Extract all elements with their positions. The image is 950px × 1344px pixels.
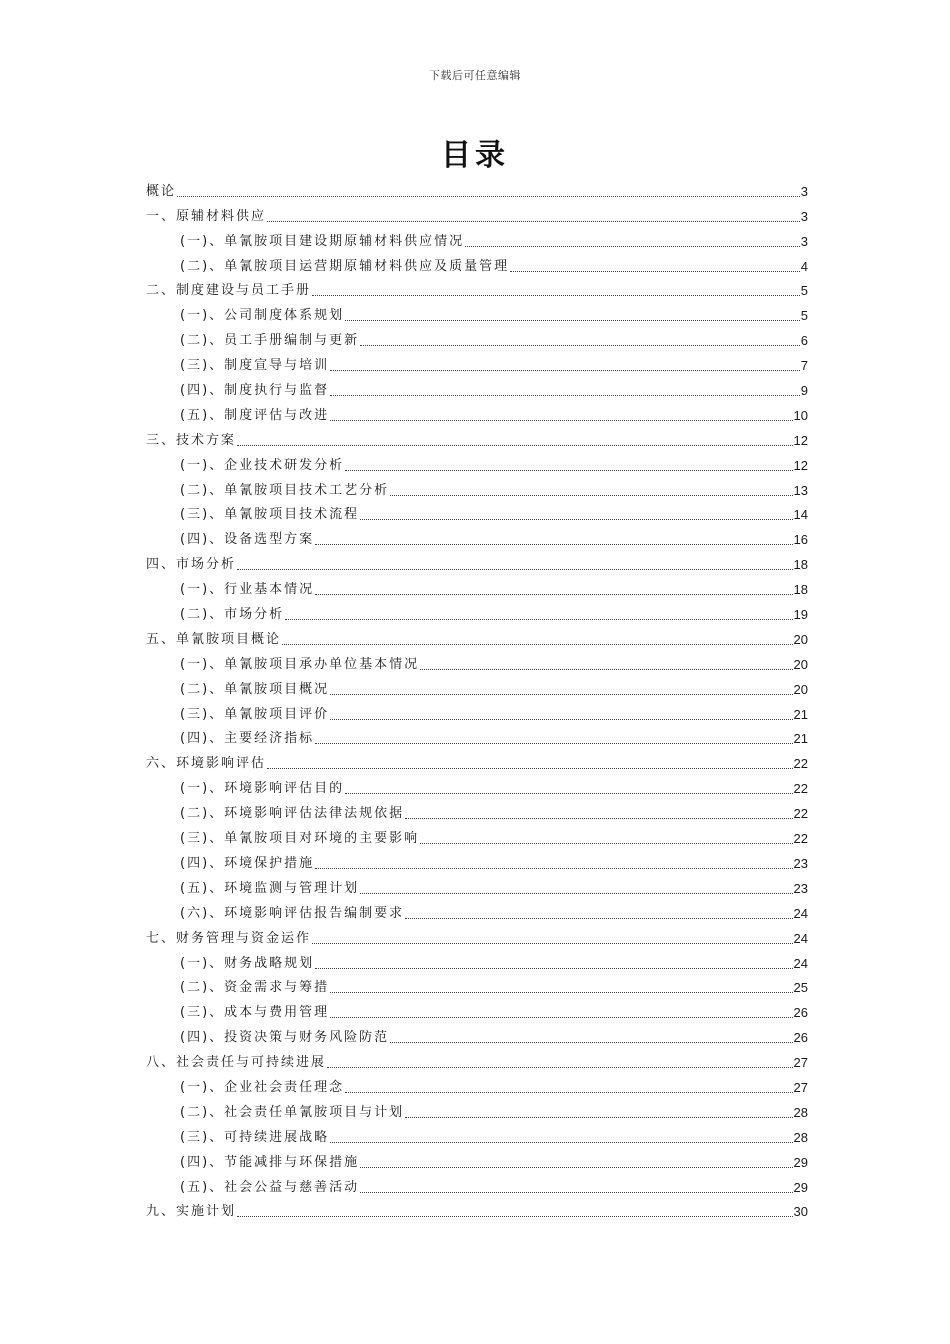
toc-entry-label: 四、市场分析 xyxy=(146,557,237,573)
toc-dot-leader xyxy=(315,594,792,595)
toc-entry[interactable] xyxy=(146,898,808,923)
toc-entry[interactable] xyxy=(146,674,808,699)
toc-dot-leader xyxy=(360,1192,792,1193)
toc-entry[interactable] xyxy=(146,923,808,948)
toc-dot-leader xyxy=(237,1216,793,1217)
toc-entry-page-number: 21 xyxy=(793,731,808,747)
toc-entry-page-number: 28 xyxy=(793,1129,808,1145)
toc-entry-page-number: 12 xyxy=(793,457,808,473)
toc-entry-page-number: 18 xyxy=(793,557,808,573)
toc-dot-leader xyxy=(315,968,792,969)
toc-entry-page-number: 4 xyxy=(800,258,808,274)
toc-entry[interactable] xyxy=(146,748,808,773)
toc-entry-page-number: 29 xyxy=(793,1154,808,1170)
toc-entry-page-number: 26 xyxy=(793,1030,808,1046)
toc-dot-leader xyxy=(312,943,793,944)
toc-entry-label: (四)、投资决策与财务风险防范 xyxy=(180,1030,390,1046)
toc-dot-leader xyxy=(345,1092,792,1093)
toc-entry[interactable] xyxy=(146,251,808,276)
toc-entry-label: (一)、公司制度体系规划 xyxy=(180,308,345,324)
toc-entry[interactable] xyxy=(146,699,808,724)
toc-dot-leader xyxy=(345,793,792,794)
toc-entry[interactable] xyxy=(146,599,808,624)
toc-entry-label: (五)、制度评估与改进 xyxy=(180,407,330,423)
toc-entry-label: (四)、制度执行与监督 xyxy=(180,383,330,399)
toc-dot-leader xyxy=(177,196,800,197)
toc-dot-leader xyxy=(390,495,792,496)
toc-entry[interactable] xyxy=(146,574,808,599)
toc-entry-label: 五、单氰胺项目概论 xyxy=(146,631,282,647)
toc-entry[interactable] xyxy=(146,848,808,873)
toc-entry-label: (二)、单氰胺项目技术工艺分析 xyxy=(180,482,390,498)
toc-entry-label: (二)、单氰胺项目运营期原辅材料供应及质量管理 xyxy=(180,258,510,274)
toc-entry[interactable] xyxy=(146,176,808,201)
toc-entry-label: (一)、行业基本情况 xyxy=(180,582,315,598)
toc-entry-page-number: 27 xyxy=(793,1079,808,1095)
toc-dot-leader xyxy=(345,320,800,321)
toc-entry-label: (三)、制度宣导与培训 xyxy=(180,358,330,374)
toc-entry-label: (三)、单氰胺项目评价 xyxy=(180,706,330,722)
toc-entry-label: (五)、社会公益与慈善活动 xyxy=(180,1179,360,1195)
toc-entry[interactable] xyxy=(146,823,808,848)
toc-entry[interactable] xyxy=(146,400,808,425)
toc-entry-label: (二)、资金需求与筹措 xyxy=(180,980,330,996)
toc-entry-page-number: 5 xyxy=(800,308,808,324)
toc-dot-leader xyxy=(327,1067,793,1068)
toc-dot-leader xyxy=(330,1142,792,1143)
toc-entry-label: 七、财务管理与资金运作 xyxy=(146,930,312,946)
toc-entry[interactable] xyxy=(146,276,808,301)
toc-entry[interactable] xyxy=(146,1047,808,1072)
toc-entry[interactable] xyxy=(146,325,808,350)
toc-entry-page-number: 25 xyxy=(793,980,808,996)
toc-entry-label: 三、技术方案 xyxy=(146,432,237,448)
toc-entry-page-number: 24 xyxy=(793,905,808,921)
toc-dot-leader xyxy=(420,843,792,844)
toc-entry-page-number: 22 xyxy=(793,756,808,772)
toc-dot-leader xyxy=(465,246,800,247)
toc-dot-leader xyxy=(315,743,792,744)
toc-entry[interactable] xyxy=(146,450,808,475)
toc-dot-leader xyxy=(267,221,800,222)
toc-entry[interactable] xyxy=(146,973,808,998)
toc-dot-leader xyxy=(282,644,793,645)
toc-dot-leader xyxy=(330,395,800,396)
toc-dot-leader xyxy=(312,295,800,296)
toc-entry-page-number: 20 xyxy=(793,681,808,697)
toc-entry-page-number: 3 xyxy=(800,183,808,199)
toc-entry-label: (一)、单氰胺项目承办单位基本情况 xyxy=(180,656,420,672)
toc-entry-page-number: 24 xyxy=(793,955,808,971)
toc-entry-label: (四)、环境保护措施 xyxy=(180,855,315,871)
toc-entry-label: (二)、员工手册编制与更新 xyxy=(180,333,360,349)
toc-dot-leader xyxy=(330,719,792,720)
toc-entry[interactable] xyxy=(146,649,808,674)
toc-entry-page-number: 23 xyxy=(793,855,808,871)
toc-dot-leader xyxy=(405,918,792,919)
toc-entry-label: (一)、财务战略规划 xyxy=(180,955,315,971)
toc-entry[interactable] xyxy=(146,873,808,898)
toc-entry-page-number: 24 xyxy=(793,930,808,946)
toc-dot-leader xyxy=(360,345,800,346)
toc-entry[interactable] xyxy=(146,201,808,226)
toc-entry-label: (三)、可持续进展战略 xyxy=(180,1129,330,1145)
toc-entry-page-number: 13 xyxy=(793,482,808,498)
toc-dot-leader xyxy=(360,893,792,894)
toc-entry-label: 九、实施计划 xyxy=(146,1204,237,1220)
toc-entry-page-number: 7 xyxy=(800,358,808,374)
table-of-contents xyxy=(146,176,808,1221)
toc-entry-page-number: 30 xyxy=(793,1204,808,1220)
toc-entry-page-number: 28 xyxy=(793,1104,808,1120)
toc-entry-label: (四)、设备选型方案 xyxy=(180,532,315,548)
toc-entry-page-number: 12 xyxy=(793,432,808,448)
toc-dot-leader xyxy=(330,694,792,695)
toc-entry-page-number: 27 xyxy=(793,1055,808,1071)
toc-dot-leader xyxy=(405,818,792,819)
toc-dot-leader xyxy=(267,768,793,769)
toc-entry-label: (三)、单氰胺项目技术流程 xyxy=(180,507,360,523)
toc-dot-leader xyxy=(360,1167,792,1168)
toc-entry-label: (二)、社会责任单氰胺项目与计划 xyxy=(180,1104,405,1120)
toc-dot-leader xyxy=(345,470,792,471)
toc-entry-label: (六)、环境影响评估报告编制要求 xyxy=(180,905,405,921)
toc-dot-leader xyxy=(405,1117,792,1118)
toc-entry-page-number: 26 xyxy=(793,1005,808,1021)
toc-entry[interactable] xyxy=(146,375,808,400)
toc-entry[interactable] xyxy=(146,549,808,574)
toc-entry-label: (三)、成本与费用管理 xyxy=(180,1005,330,1021)
toc-entry[interactable] xyxy=(146,948,808,973)
toc-entry-label: 概论 xyxy=(146,183,177,199)
toc-entry-label: (二)、市场分析 xyxy=(180,607,285,623)
toc-entry[interactable] xyxy=(146,500,808,525)
toc-entry[interactable] xyxy=(146,624,808,649)
toc-entry-page-number: 10 xyxy=(793,407,808,423)
toc-entry-page-number: 22 xyxy=(793,831,808,847)
toc-dot-leader xyxy=(315,868,792,869)
header-note: 下载后可任意编辑 xyxy=(429,69,521,82)
toc-dot-leader xyxy=(237,569,793,570)
toc-entry-page-number: 9 xyxy=(800,383,808,399)
toc-entry[interactable] xyxy=(146,1097,808,1122)
toc-entry-label: (三)、单氰胺项目对环境的主要影响 xyxy=(180,831,420,847)
toc-entry-page-number: 3 xyxy=(800,233,808,249)
toc-entry[interactable] xyxy=(146,798,808,823)
toc-entry-label: (一)、单氰胺项目建设期原辅材料供应情况 xyxy=(180,233,465,249)
toc-entry-page-number: 29 xyxy=(793,1179,808,1195)
toc-entry-label: 六、环境影响评估 xyxy=(146,756,267,772)
toc-entry[interactable] xyxy=(146,1072,808,1097)
toc-entry-page-number: 21 xyxy=(793,706,808,722)
toc-entry-label: 二、制度建设与员工手册 xyxy=(146,283,312,299)
toc-dot-leader xyxy=(330,370,800,371)
toc-dot-leader xyxy=(420,669,792,670)
toc-entry-page-number: 3 xyxy=(800,208,808,224)
toc-dot-leader xyxy=(330,1017,792,1018)
toc-entry[interactable] xyxy=(146,425,808,450)
toc-entry-page-number: 19 xyxy=(793,607,808,623)
toc-entry-page-number: 6 xyxy=(800,333,808,349)
toc-entry-label: (五)、环境监测与管理计划 xyxy=(180,880,360,896)
toc-title: 目录 xyxy=(441,138,509,173)
toc-entry-label: (一)、企业技术研发分析 xyxy=(180,457,345,473)
toc-entry-label: (二)、环境影响评估法律法规依据 xyxy=(180,806,405,822)
toc-entry[interactable] xyxy=(146,1022,808,1047)
toc-dot-leader xyxy=(510,271,800,272)
toc-entry-label: (二)、单氰胺项目概况 xyxy=(180,681,330,697)
toc-entry[interactable] xyxy=(146,524,808,549)
toc-entry[interactable] xyxy=(146,226,808,251)
toc-entry[interactable] xyxy=(146,997,808,1022)
toc-entry-label: 一、原辅材料供应 xyxy=(146,208,267,224)
toc-dot-leader xyxy=(330,992,792,993)
toc-entry-label: (四)、节能减排与环保措施 xyxy=(180,1154,360,1170)
toc-entry-page-number: 16 xyxy=(793,532,808,548)
toc-entry[interactable] xyxy=(146,1122,808,1147)
toc-entry-label: 八、社会责任与可持续进展 xyxy=(146,1055,327,1071)
toc-dot-leader xyxy=(315,544,792,545)
toc-entry-page-number: 22 xyxy=(793,806,808,822)
toc-entry-page-number: 23 xyxy=(793,880,808,896)
toc-entry[interactable] xyxy=(146,300,808,325)
toc-entry[interactable] xyxy=(146,724,808,749)
toc-dot-leader xyxy=(237,445,793,446)
toc-dot-leader xyxy=(285,619,792,620)
toc-entry-page-number: 5 xyxy=(800,283,808,299)
toc-entry[interactable] xyxy=(146,1147,808,1172)
toc-entry-page-number: 20 xyxy=(793,656,808,672)
toc-entry-label: (一)、环境影响评估目的 xyxy=(180,781,345,797)
toc-entry-page-number: 22 xyxy=(793,781,808,797)
toc-entry-page-number: 14 xyxy=(793,507,808,523)
toc-entry[interactable] xyxy=(146,773,808,798)
toc-entry[interactable] xyxy=(146,1197,808,1222)
toc-entry[interactable] xyxy=(146,1172,808,1197)
toc-entry-label: (一)、企业社会责任理念 xyxy=(180,1079,345,1095)
toc-dot-leader xyxy=(360,519,792,520)
toc-entry[interactable] xyxy=(146,475,808,500)
toc-dot-leader xyxy=(390,1042,792,1043)
toc-dot-leader xyxy=(330,420,792,421)
toc-entry[interactable] xyxy=(146,350,808,375)
toc-entry-page-number: 18 xyxy=(793,582,808,598)
toc-entry-page-number: 20 xyxy=(793,631,808,647)
toc-entry-label: (四)、主要经济指标 xyxy=(180,731,315,747)
